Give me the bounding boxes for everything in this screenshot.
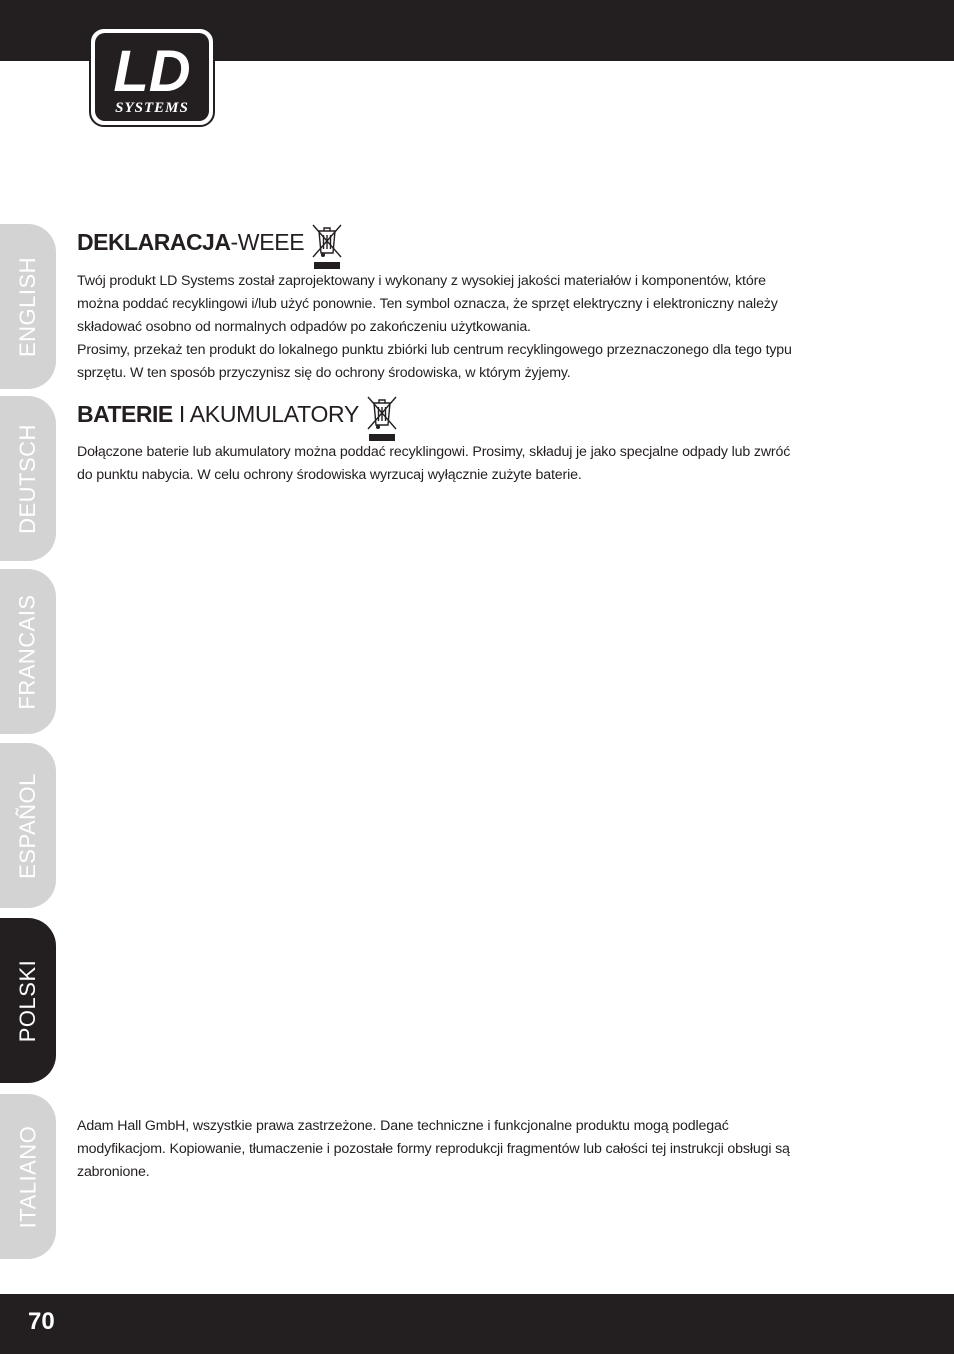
crossed-out-wheelie-bin-icon [365,393,399,447]
crossed-out-wheelie-bin-icon [310,221,344,275]
logo-sub-text: SYSTEMS [115,100,189,116]
weee-heading-bold: DEKLARACJA [77,229,231,255]
tab-deutsch[interactable] [0,396,56,561]
weee-heading [77,231,344,275]
tab-label: DEUTSCH [15,423,40,534]
tab-espanol[interactable] [0,743,56,908]
copyright-paragraph [77,1115,877,1184]
tab-label: POLSKI [15,959,41,1042]
tab-label: FRANCAIS [15,593,40,710]
tab-label: ESPAÑOL [15,772,40,879]
weee-heading-light: -WEEE [230,229,305,255]
batteries-paragraph [77,441,877,487]
bottom-bar [0,1294,954,1354]
page-number: 70 [28,1308,55,1335]
tab-label: ITALIANO [15,1125,40,1228]
text-line: zabronione. [77,1164,150,1180]
ld-systems-logo [89,27,215,127]
batteries-heading-bold: BATERIE [77,401,173,427]
text-line: modyfikacjom. Kopiowanie, tłumaczenie i pozostałe formy reprodukcji fragmentów lub całości tej instrukcji obsługi są [77,1141,790,1157]
tab-polski[interactable] [0,918,56,1083]
text-line: Dołączone baterie lub akumulatory można poddać recyklingowi. Prosimy, składuj je jako specjalne odpady lub zwróć [77,444,791,460]
text-line: Adam Hall GmbH, wszystkie prawa zastrzeżone. Dane techniczne i funkcjonalne produktu mogą podlegać [77,1118,729,1134]
tab-italiano[interactable] [0,1094,56,1259]
tab-francais[interactable] [0,569,56,734]
text-line: Twój produkt LD Systems został zaprojektowany i wykonany z wysokiej jakości materiałów i komponentów, które [77,273,766,289]
tab-english[interactable] [0,224,56,389]
text-line: do punktu nabycia. W celu ochrony środowiska wyrzucaj wyłącznie zużyte baterie. [77,467,582,483]
text-line: można poddać recyklingowi i/lub użyć ponownie. Ten symbol oznacza, że sprzęt elektryczny i elektroniczny należy [77,296,778,312]
weee-paragraph [77,270,877,385]
batteries-heading-light: I AKUMULATORY [172,401,359,427]
text-line: składować osobno od normalnych odpadów po zakończeniu użytkowania. [77,319,531,335]
text-line: Prosimy, przekaż ten produkt do lokalnego punktu zbiórki lub centrum recyklingowego przeznaczonego dla tego typu [77,342,792,358]
tab-label: ENGLISH [15,256,40,357]
logo-main-text: LD [113,39,191,104]
text-line: sprzętu. W ten sposób przyczynisz się do ochrony środowiska, w którym żyjemy. [77,365,571,381]
